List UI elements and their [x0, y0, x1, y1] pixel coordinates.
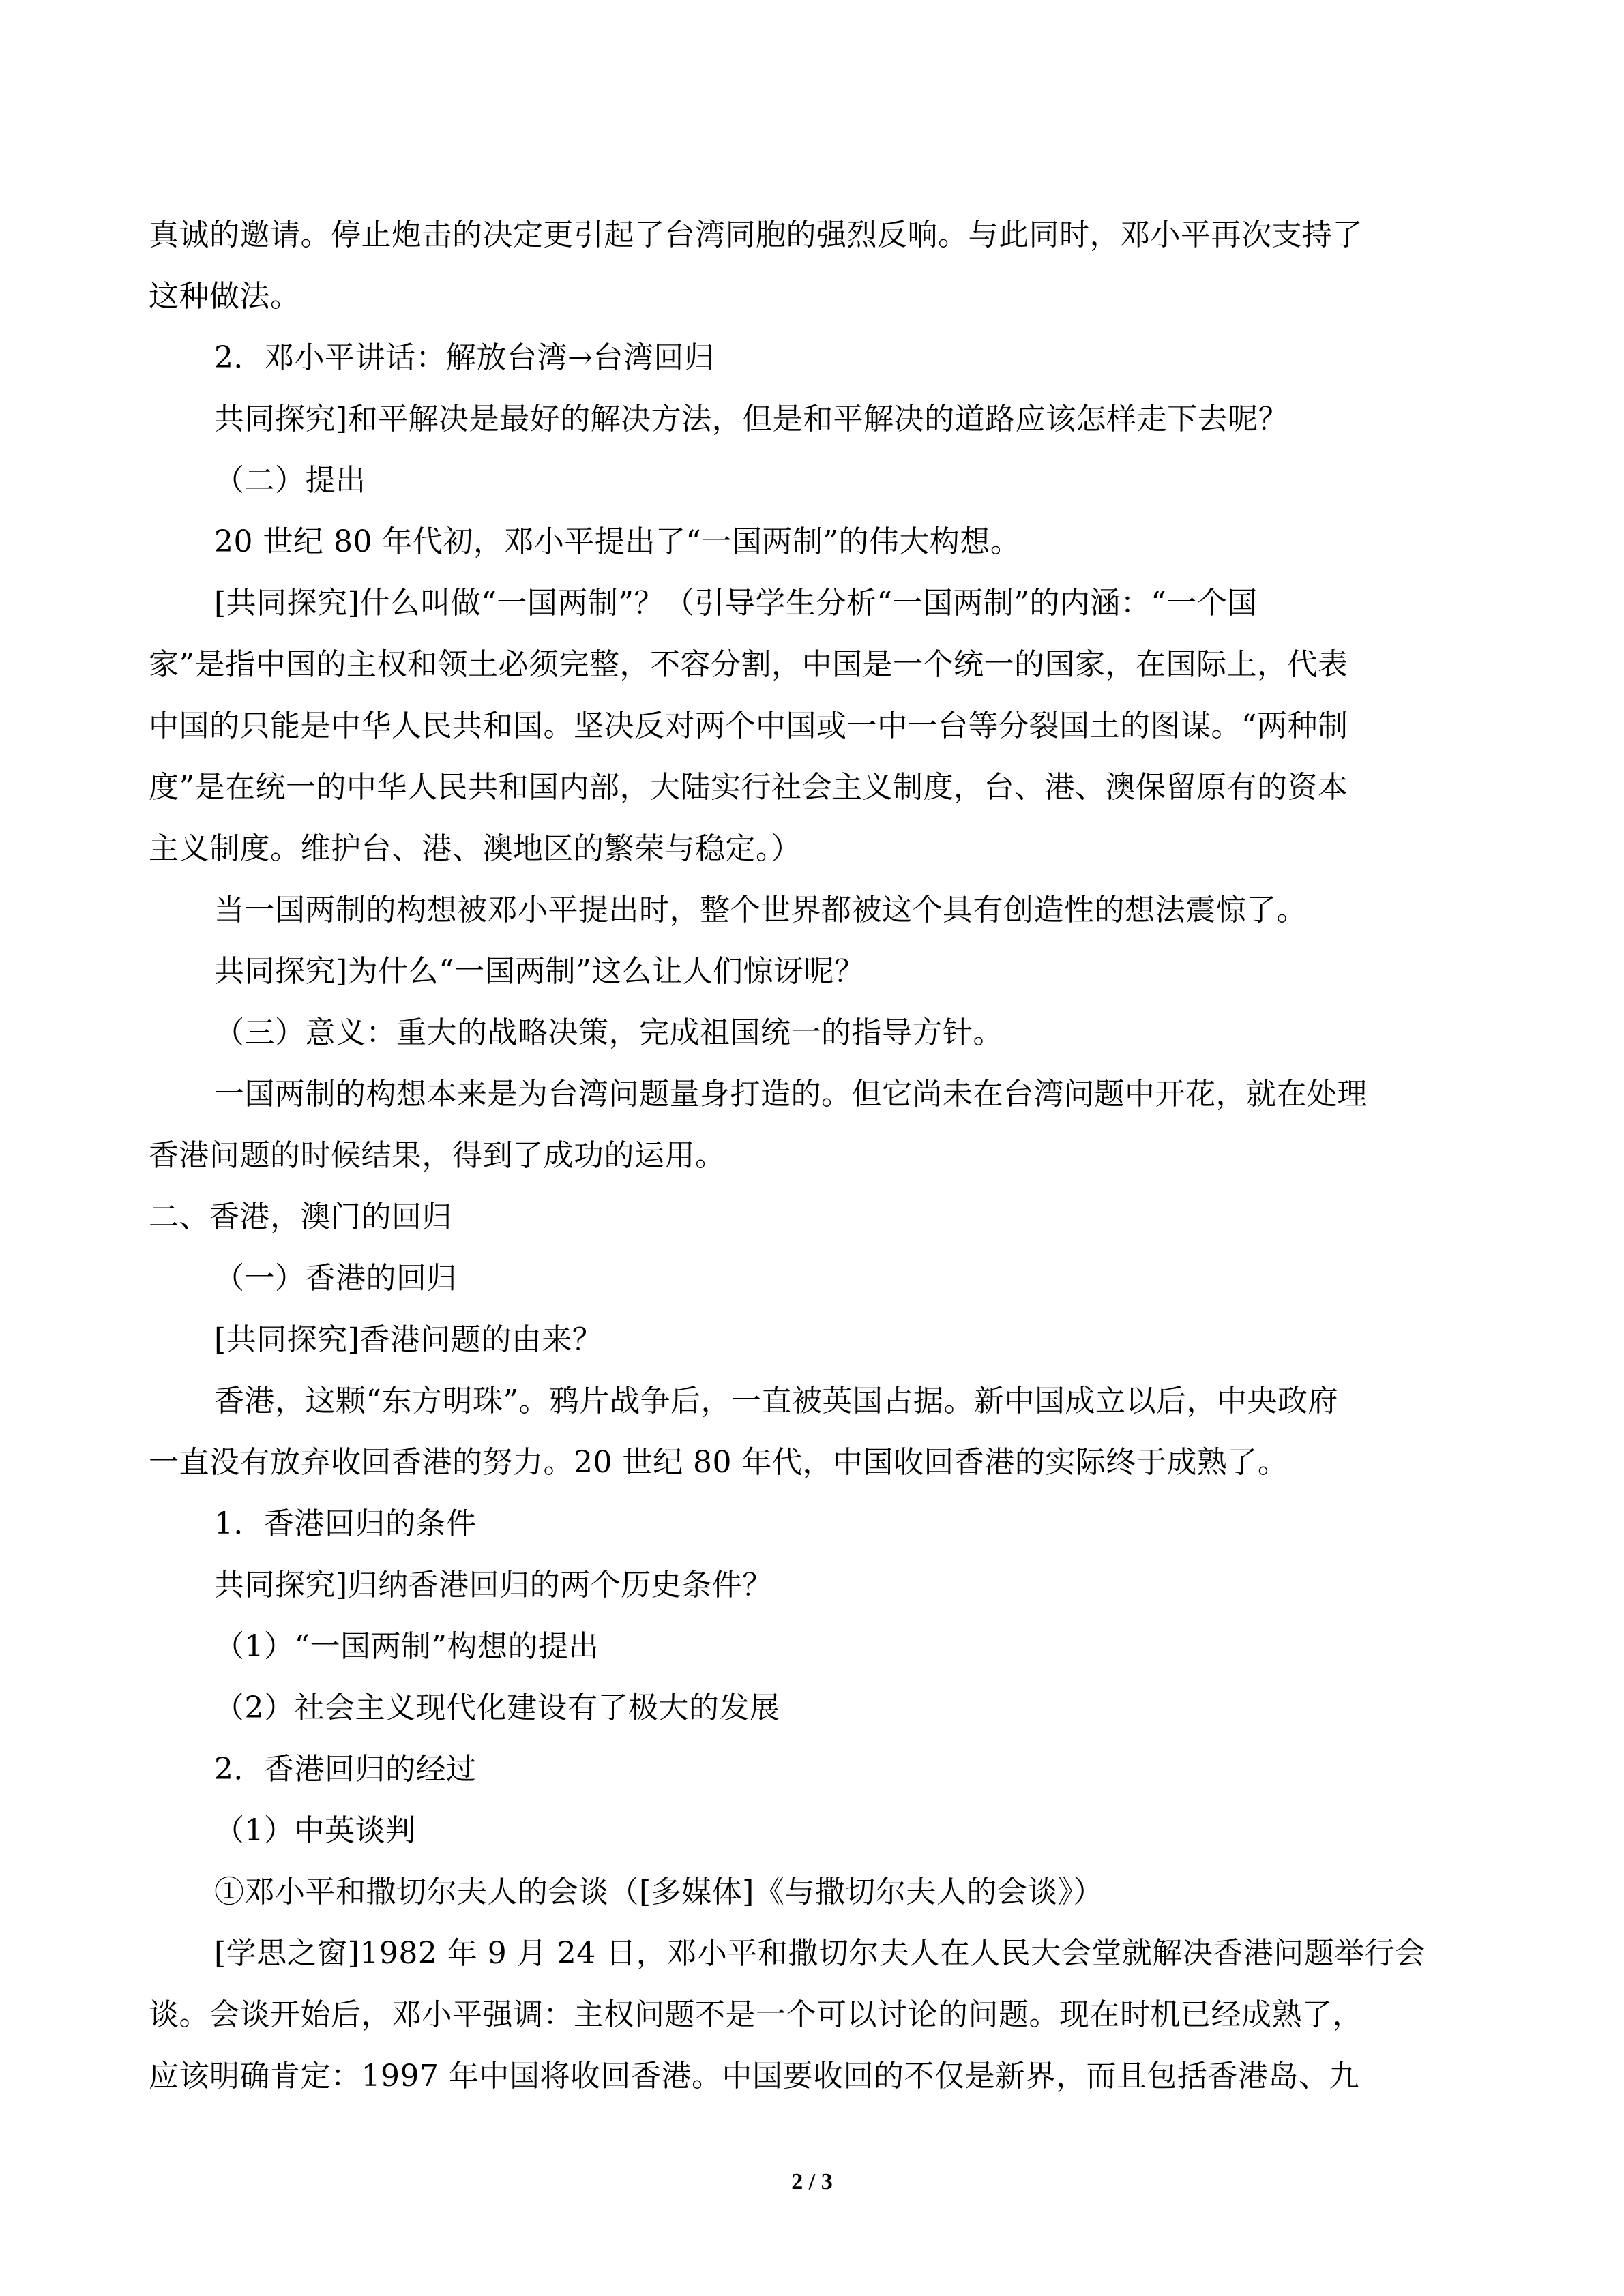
text-line: （一）香港的回归	[214, 1261, 457, 1296]
text-line: （2）社会主义现代化建设有了极大的发展	[214, 1690, 780, 1725]
text-line: 共同探究]归纳香港回归的两个历史条件？	[214, 1568, 773, 1602]
text-line: （二）提出	[214, 463, 366, 498]
text-line: 家”是指中国的主权和领土必须完整，不容分割，中国是一个统一的国家，在国际上，代表	[149, 647, 1348, 682]
text-line: 主义制度。维护台、港、澳地区的繁荣与稳定。）	[149, 831, 801, 866]
text-line: 度”是在统一的中华人民共和国内部，大陆实行社会主义制度，台、港、澳保留原有的资本	[149, 770, 1348, 805]
text-line: 共同探究]和平解决是最好的解决方法，但是和平解决的道路应该怎样走下去呢？	[214, 402, 1289, 436]
text-line: ①邓小平和撒切尔夫人的会谈（[多媒体]《与撒切尔夫人的会谈》）	[214, 1875, 1104, 1909]
text-line: 共同探究]为什么“一国两制”这么让人们惊讶呢？	[214, 954, 865, 989]
text-line: 二、香港，澳门的回归	[149, 1199, 452, 1234]
text-line: 一国两制的构想本来是为台湾问题量身打造的。但它尚未在台湾问题中开花，就在处理	[214, 1077, 1368, 1112]
text-line: 这种做法。	[149, 279, 301, 314]
text-line: 当一国两制的构想被邓小平提出时，整个世界都被这个具有创造性的想法震惊了。	[214, 893, 1307, 927]
text-line: 2．邓小平讲话：解放台湾→台湾回归	[214, 340, 715, 375]
text-line: （三）意义：重大的战略决策，完成祖国统一的指导方针。	[214, 1015, 1003, 1050]
text-line: [学思之窗]1982 年 9 月 24 日，邓小平和撒切尔夫人在人民大会堂就解决香港问题举行会	[214, 1936, 1426, 1971]
text-line: [共同探究]什么叫做“一国两制”？（引导学生分析“一国两制”的内涵：“一个国	[214, 586, 1258, 621]
text-line: （1）中英谈判	[214, 1813, 416, 1848]
text-line: 真诚的邀请。停止炮击的决定更引起了台湾同胞的强烈反响。与此同时，邓小平再次支持了	[149, 218, 1363, 252]
document-body	[149, 205, 1479, 2107]
text-line: 应该明确肯定：1997 年中国将收回香港。中国要收回的不仅是新界，而且包括香港岛、九	[149, 2059, 1359, 2093]
text-line: （1）“一国两制”构想的提出	[214, 1629, 599, 1664]
text-line: 香港，这颗“东方明珠”。鸦片战争后，一直被英国占据。新中国成立以后，中央政府	[214, 1384, 1338, 1418]
text-line: 香港问题的时候结果，得到了成功的运用。	[149, 1138, 726, 1173]
page-number: 2 / 3	[791, 2169, 833, 2194]
text-line: 20 世纪 80 年代初，邓小平提出了“一国两制”的伟大构想。	[214, 524, 1021, 559]
text-line: 谈。会谈开始后，邓小平强调：主权问题不是一个可以讨论的问题。现在时机已经成熟了，	[149, 1997, 1363, 2032]
text-line: 一直没有放弃收回香港的努力。20 世纪 80 年代，中国收回香港的实际终于成熟了。	[149, 1445, 1288, 1480]
text-line: [共同探究]香港问题的由来？	[214, 1322, 603, 1357]
text-line: 1．香港回归的条件	[214, 1506, 477, 1541]
text-line: 2．香港回归的经过	[214, 1752, 477, 1787]
text-line: 中国的只能是中华人民共和国。坚决反对两个中国或一中一台等分裂国土的图谋。“两种制	[149, 709, 1348, 743]
